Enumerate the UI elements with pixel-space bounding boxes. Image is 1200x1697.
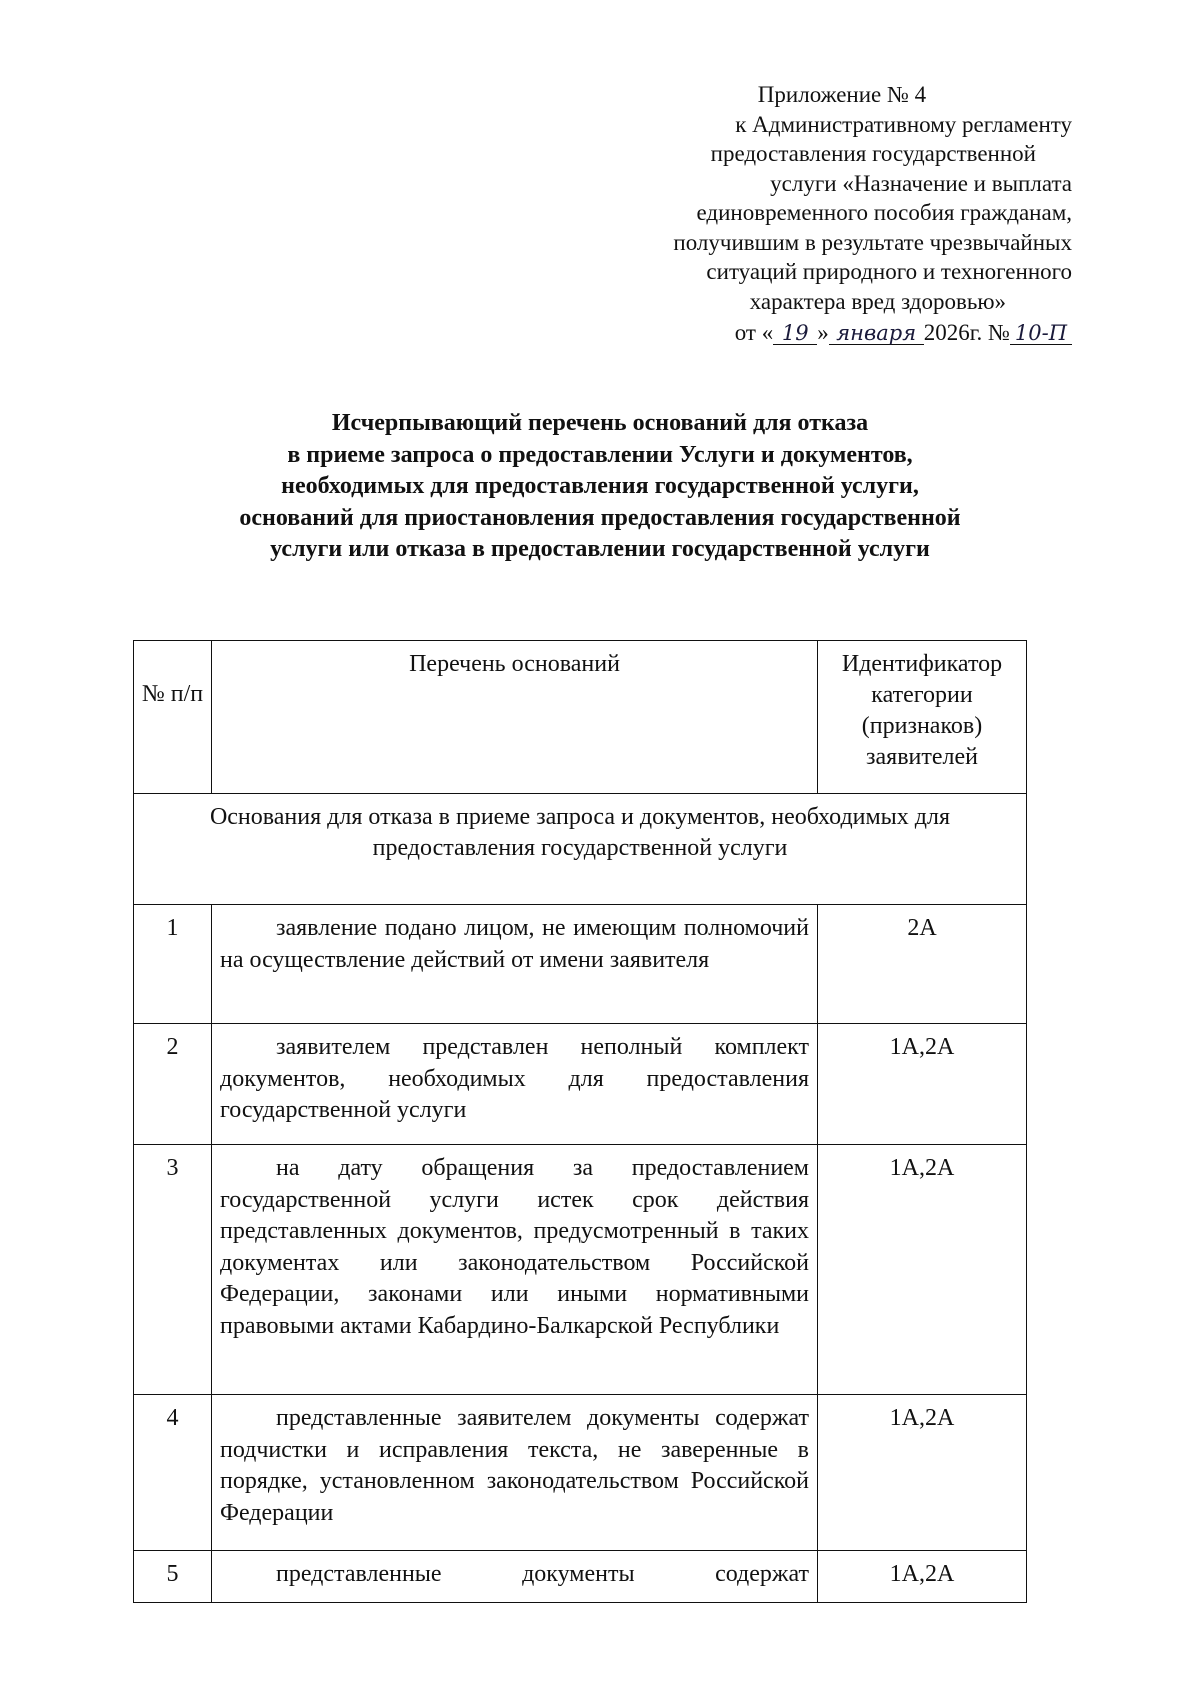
row-number-cell [134,1024,212,1145]
row-number: 4 [166,1405,179,1431]
date-prefix: от « [734,320,774,345]
document-title [0,408,1200,566]
row-identifier: 2А [907,915,937,941]
row-text: заявителем представлен неполный комплект документов, необходимых для предоставления государственной услуги [220,1034,809,1123]
row-text-cell [212,1395,818,1551]
header-number-label: № п/п [141,681,204,707]
header-number-cell [134,641,212,794]
section-row [134,794,1027,905]
row-number-cell [134,905,212,1024]
row-number: 2 [166,1034,179,1060]
appendix-header [612,80,1072,348]
section-label: Основания для отказа в приеме запроса и документов, необходимых для предоставления государственной услуги [209,804,951,861]
row-identifier: 1А,2А [889,1561,955,1587]
row-text-cell [212,1024,818,1145]
appendix-line-1: Приложение № 4 [757,82,927,107]
row-text-cell [212,1551,818,1603]
header-identifier-cell [818,641,1027,794]
table-row [134,1551,1027,1603]
appendix-line-7: ситуаций природного и техногенного [706,259,1072,284]
row-text: представленные документы содержат [276,1561,809,1587]
table-header-row [134,641,1027,794]
row-number: 1 [166,915,179,941]
row-identifier-cell [818,1024,1027,1145]
header-grounds-label: Перечень оснований [409,651,620,677]
title-line-2: в приеме запроса о предоставлении Услуги и документов, [287,441,913,468]
row-number: 3 [166,1155,179,1181]
appendix-line-3: предоставления государственной [710,141,1036,166]
header-grounds-cell [212,641,818,794]
row-identifier: 1А,2А [889,1405,955,1431]
appendix-line-2: к Административному регламенту [735,111,1072,137]
row-text: заявление подано лицом, не имеющим полномочий на осуществление действий от имени заявителя [220,915,809,973]
grounds-table [133,640,1027,1603]
title-line-3: необходимых для предоставления государственной услуги, [281,473,919,499]
row-number-cell [134,1145,212,1395]
title-line-4: оснований для приостановления предоставления государственной [239,504,961,531]
title-line-1: Исчерпывающий перечень оснований для отказа [331,410,869,436]
row-text-cell [212,1145,818,1395]
approval-date-line [612,318,1072,348]
appendix-line-6: получившим в результате чрезвычайных [673,229,1072,255]
appendix-line-8: характера вред здоровью» [749,288,1006,314]
row-identifier: 1А,2А [889,1034,955,1060]
table-row [134,1024,1027,1145]
table-row [134,1145,1027,1395]
section-cell [134,794,1027,905]
row-text: представленные заявителем документы содержат подчистки и исправления текста, не заверенные в порядке, установленном законодательством Российской Федерации [220,1405,809,1526]
row-text: на дату обращения за предоставлением государственной услуги истек срок действия представленных документов, предусмотренный в таких документах или законодательством Российской Федерации, законами или иными нормативными правовыми актами Кабардино-Балкарской Республики [220,1155,809,1339]
date-day-handwritten: 19 [773,322,817,345]
row-identifier-cell [818,905,1027,1024]
date-year: 2026г. № [923,320,1010,345]
row-number-cell [134,1395,212,1551]
table-row [134,1395,1027,1551]
table-row [134,905,1027,1024]
document-number-handwritten: 10-П [1010,322,1072,345]
row-identifier-cell [818,1145,1027,1395]
row-identifier: 1А,2А [889,1155,955,1181]
row-number-cell [134,1551,212,1603]
header-identifier-label: Идентификатор категории (признаков) заявителей [841,651,1003,770]
appendix-line-5: единовременного пособия гражданам, [696,200,1072,225]
date-month-handwritten: января [829,322,924,345]
appendix-line-4: услуги «Назначение и выплата [770,170,1072,196]
date-mid: » [817,320,829,345]
row-number: 5 [166,1561,179,1587]
row-text-cell [212,905,818,1024]
title-line-5: услуги или отказа в предоставлении государственной услуги [270,536,930,562]
row-identifier-cell [818,1395,1027,1551]
row-identifier-cell [818,1551,1027,1603]
